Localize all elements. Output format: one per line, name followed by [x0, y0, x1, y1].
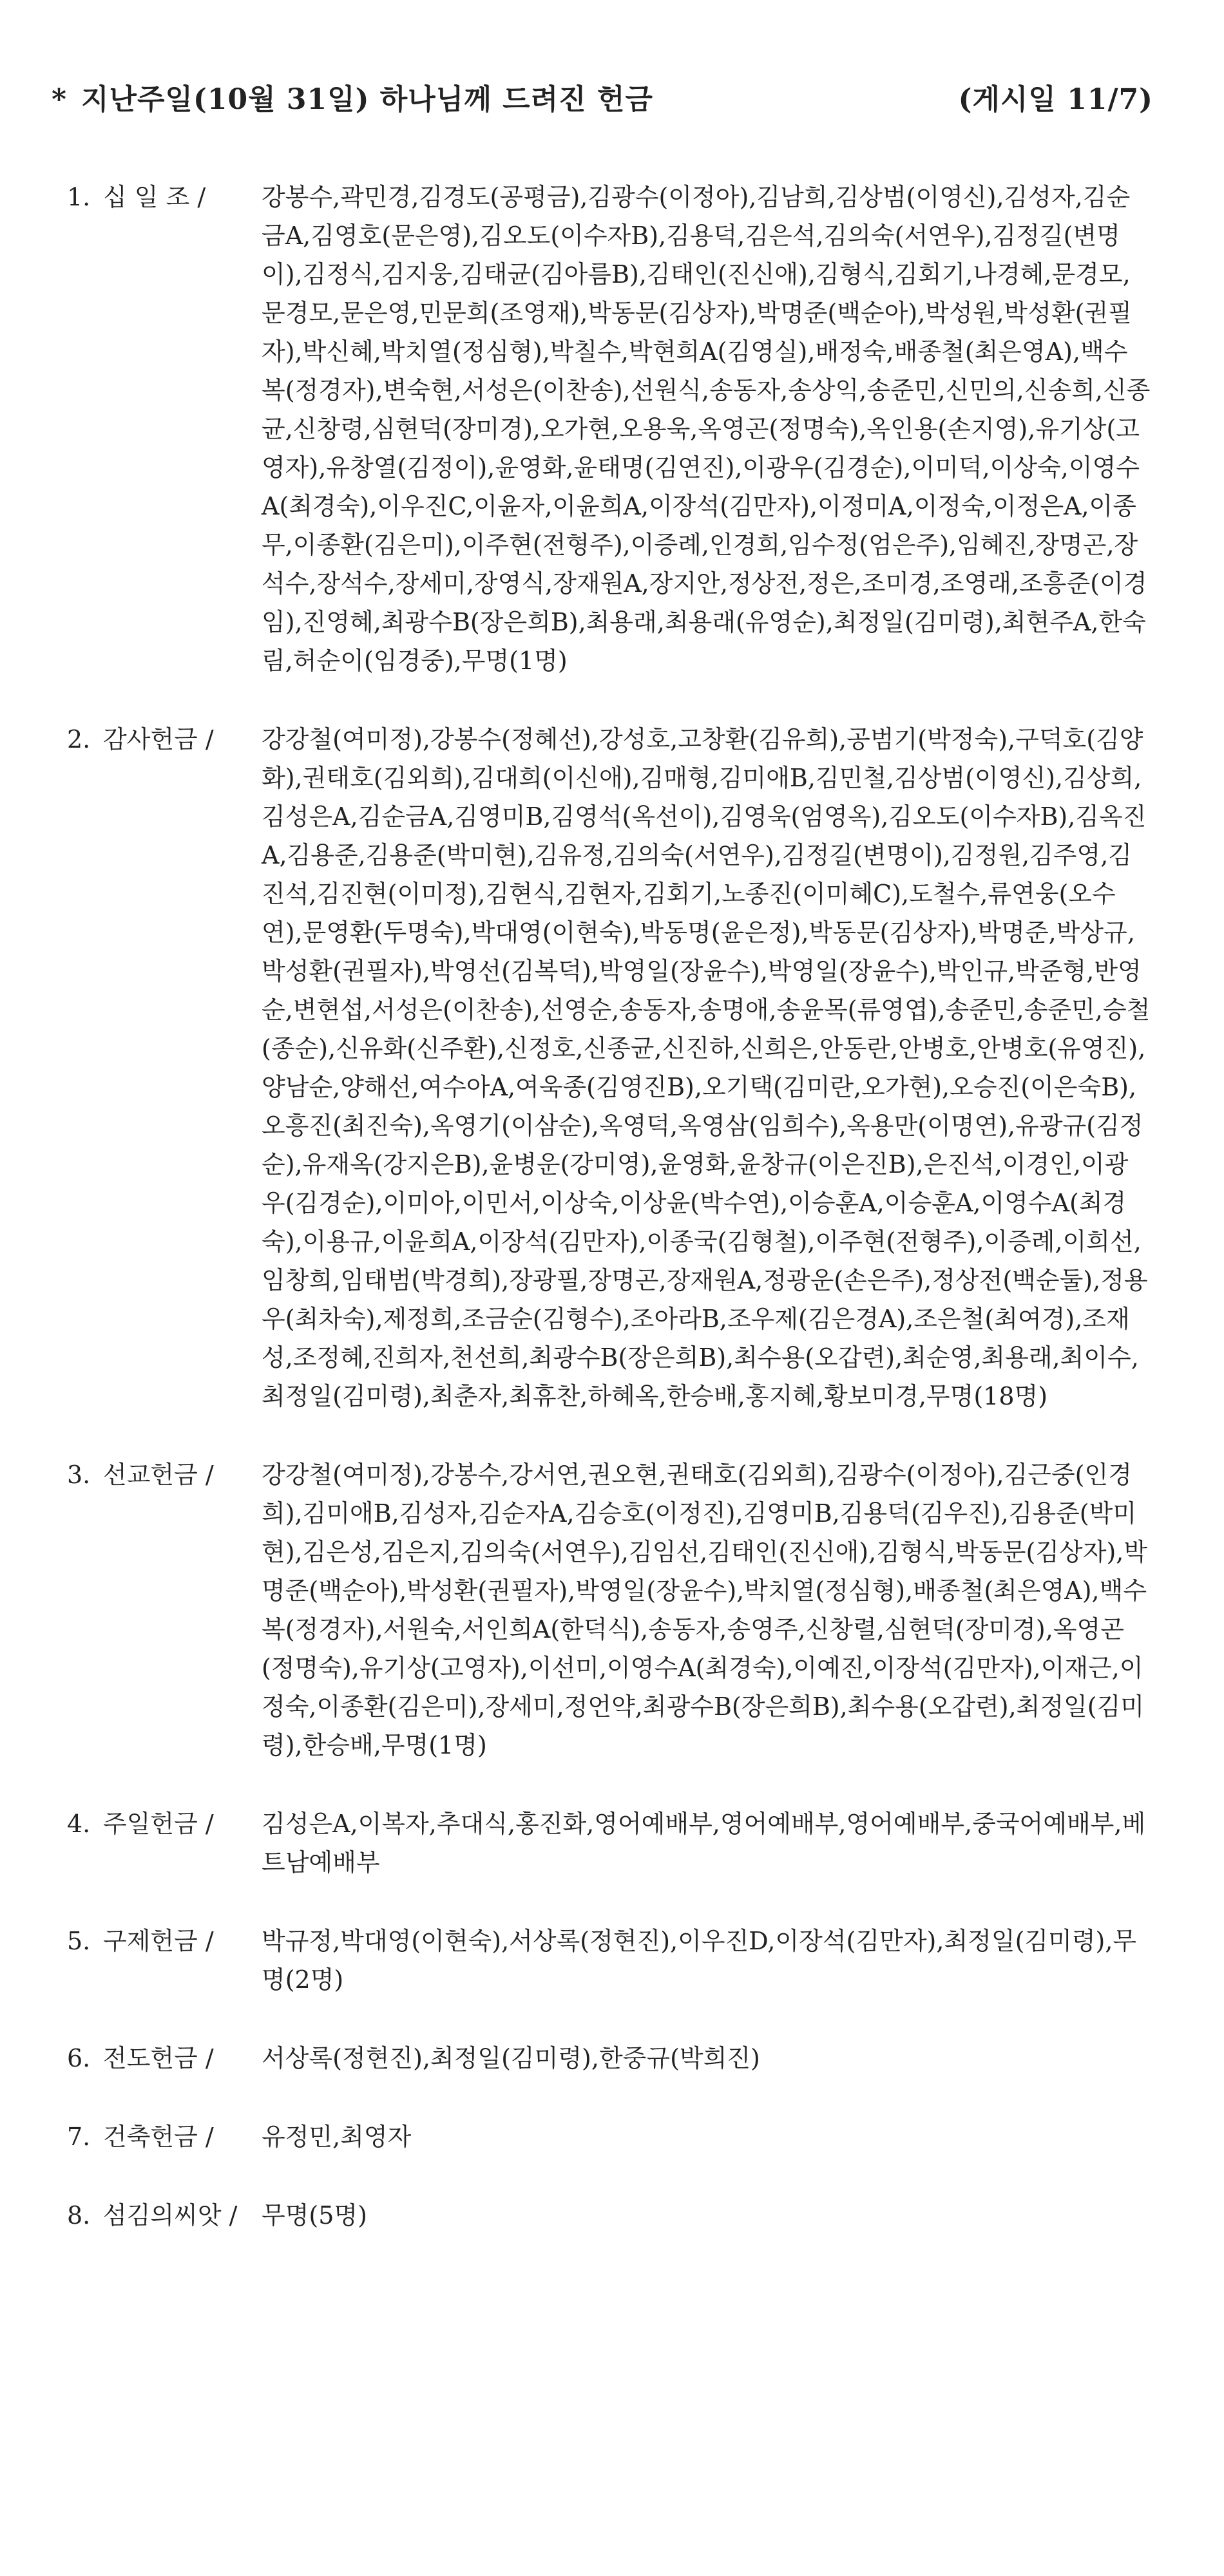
section-label: [52, 1804, 262, 1843]
section-label: [52, 720, 262, 759]
asterisk-bullet: *: [52, 83, 68, 116]
section-title: 섬김의씨앗 /: [103, 2201, 238, 2230]
section-number: 2.: [67, 725, 91, 753]
section-title: 주일헌금 /: [103, 1810, 214, 1838]
offering-sections: [52, 178, 1172, 2235]
donor-list: 강봉수,곽민경,김경도(공평금),김광수(이정아),김남희,김상범(이영신),김성자,김순금A,김영호(문은영),김오도(이수자B),김용덕,김은석,김의숙(서연우),김정길(변명이),김정식,김지웅,김태균(김아름B),김태인(진신애),김형식,김회기,나경혜,문경모,문경모,문은영,민문희(조영재),박동문(김상자),박명준(백순아),박성원,박성환(권필자),박신혜,박치열(정심형),박칠수,박현희A(김영실),배정숙,배종철(최은영A),백수복(정경자),변숙현,서성은(이찬송),선원식,송동자,송상익,송준민,신민의,신송희,신종균,신창령,심현덕(장미경),오가현,오용욱,옥영곤(정명숙),옥인용(손지영),유기상(고영자),유창열(김정이),윤영화,윤태명(김연진),이광우(김경순),이미덕,이상숙,이영수A(최경숙),이우진C,이윤자,이윤희A,이장석(김만자),이정미A,이정숙,이정은A,이종무,이종환(김은미),이주현(전형주),이증례,인경희,임수정(엄은주),임혜진,장명곤,장석수,장석수,장세미,장영식,장재원A,장지안,정상전,정은,조미경,조영래,조흥준(이경임),진영혜,최광수B(장은희B),최용래,최용래(유영순),최정일(김미령),최현주A,한숙림,허순이(임경중),무명(1명): [262, 183, 1151, 675]
section-label: [52, 1922, 262, 1960]
section-title: 전도헌금 /: [103, 2044, 214, 2072]
section-number: 8.: [67, 2201, 91, 2230]
section-building: [52, 2117, 1172, 2156]
section-title: 십 일 조 /: [103, 183, 206, 211]
section-label: [52, 2117, 262, 2156]
section-number: 6.: [67, 2044, 91, 2072]
posting-date: (게시일 11/7): [958, 83, 1153, 116]
section-relief: [52, 1922, 1172, 1999]
section-tithe: [52, 178, 1172, 680]
donor-list: 김성은A,이복자,추대식,홍진화,영어예배부,영어예배부,영어예배부,중국어예배부,베트남예배부: [262, 1810, 1146, 1877]
donor-list: 강강철(여미정),강봉수(정혜선),강성호,고창환(김유희),공범기(박정숙),구덕호(김양화),권태호(김외희),김대희(이신애),김매형,김미애B,김민철,김상범(이영신),김상희,김성은A,김순금A,김영미B,김영석(옥선이),김영욱(엄영옥),김오도(이수자B),김옥진A,김용준,김용준(박미현),김유정,김의숙(서연우),김정길(변명이),김정원,김주영,김진석,김진현(이미정),김현식,김현자,김회기,노종진(이미혜C),도철수,류연웅(오수연),문영환(두명숙),박대영(이현숙),박동명(윤은정),박동문(김상자),박명준,박상규,박성환(권필자),박영선(김복덕),박영일(장윤수),박영일(장윤수),박인규,박준형,반영순,변현섭,서성은(이찬송),선영순,송동자,송명애,송윤목(류영엽),송준민,송준민,승철(종순),신유화(신주환),신정호,신종균,신진하,신희은,안동란,안병호,안병호(유영진),양남순,양해선,여수아A,여욱종(김영진B),오기택(김미란,오가현),오승진(이은숙B),오흥진(최진숙),옥영기(이삼순),옥영덕,옥영삼(임희수),옥용만(이명연),유광규(김정순),유재옥(강지은B),윤병운(강미영),윤영화,윤창규(이은진B),은진석,이경인,이광우(김경순),이미아,이민서,이상숙,이상윤(박수연),이승훈A,이승훈A,이영수A(최경숙),이용규,이윤희A,이장석(김만자),이종국(김형철),이주현(전형주),이증례,이희선,임창희,임태범(박경희),장광필,장명곤,장재원A,정광운(손은주),정상전(백순둘),정용우(최차숙),제정희,조금순(김형수),조아라B,조우제(김은경A),조은철(최여경),조재성,조정혜,진희자,천선희,최광수B(장은희B),최수용(오갑련),최순영,최용래,최이수,최정일(김미령),최춘자,최휴찬,하혜옥,한승배,홍지혜,황보미경,무명(18명): [262, 725, 1151, 1410]
section-title: 선교헌금 /: [103, 1461, 214, 1489]
donor-list: 강강철(여미정),강봉수,강서연,권오현,권태호(김외희),김광수(이정아),김근중(인경희),김미애B,김성자,김순자A,김승호(이정진),김영미B,김용덕(김우진),김용준(박미현),김은성,김은지,김의숙(서연우),김임선,김태인(진신애),김형식,박동문(김상자),박명준(백순아),박성환(권필자),박영일(장윤수),박치열(정심형),배종철(최은영A),백수복(정경자),서원숙,서인희A(한덕식),송동자,송영주,신창렬,심현덕(장미경),옥영곤(정명숙),유기상(고영자),이선미,이영수A(최경숙),이예진,이장석(김만자),이재근,이정숙,이종환(김은미),장세미,정언약,최광수B(장은희B),최수용(오갑련),최정일(김미령),한승배,무명(1명): [262, 1461, 1148, 1759]
donor-list: 서상록(정현진),최정일(김미령),한중규(박희진): [262, 2044, 760, 2072]
page-title: 지난주일(10월 31일) 하나님께 드려진 헌금: [81, 83, 653, 116]
section-number: 5.: [67, 1927, 91, 1955]
section-number: 3.: [67, 1461, 91, 1489]
header-title-group: [52, 76, 653, 117]
section-evangelism: [52, 2039, 1172, 2078]
section-number: 7.: [67, 2123, 91, 2151]
section-title: 구제헌금 /: [103, 1927, 214, 1955]
section-label: [52, 1455, 262, 1494]
page-header: [52, 76, 1172, 134]
section-number: 1.: [67, 183, 91, 211]
section-thanksgiving: [52, 720, 1172, 1416]
section-title: 건축헌금 /: [103, 2123, 214, 2151]
donor-list: 박규정,박대영(이현숙),서상록(정현진),이우진D,이장석(김만자),최정일(김미령),무명(2명): [262, 1927, 1137, 1994]
section-label: [52, 2196, 262, 2235]
donor-list: 유정민,최영자: [262, 2123, 412, 2151]
section-mission: [52, 1455, 1172, 1765]
section-sunday: [52, 1804, 1172, 1882]
section-label: [52, 178, 262, 216]
section-title: 감사헌금 /: [103, 725, 214, 753]
section-seed-of-service: [52, 2196, 1172, 2235]
section-label: [52, 2039, 262, 2078]
section-number: 4.: [67, 1810, 91, 1838]
donor-list: 무명(5명): [262, 2201, 367, 2230]
